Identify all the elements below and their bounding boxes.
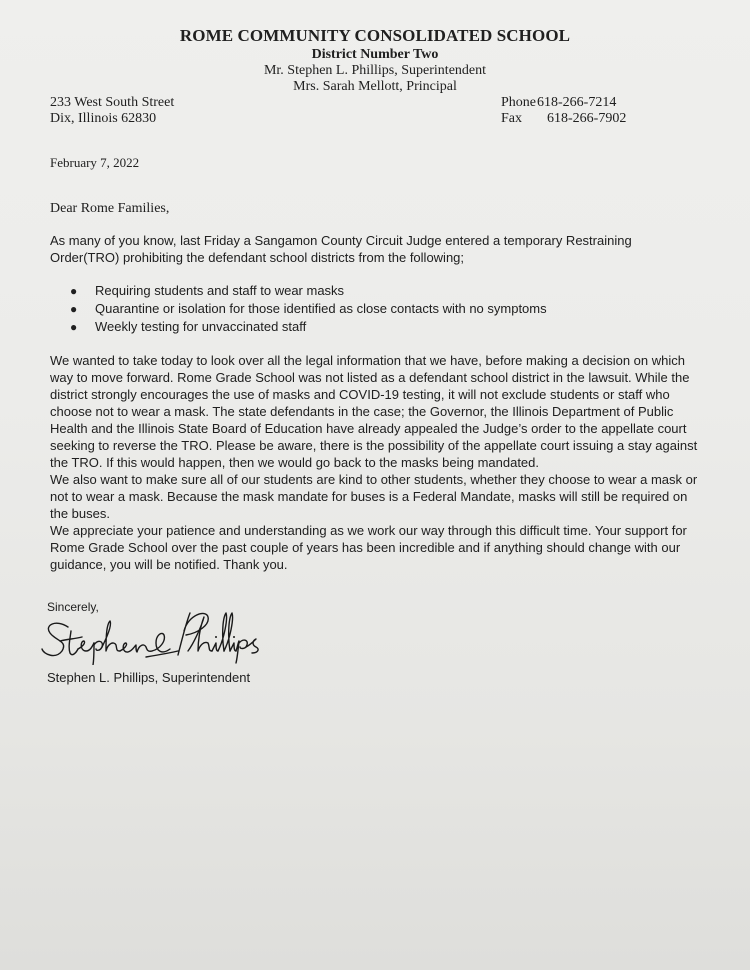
school-name: ROME COMMUNITY CONSOLIDATED SCHOOL <box>179 26 571 45</box>
phone-row <box>501 95 626 111</box>
address-street: 233 West South Street <box>50 95 175 110</box>
bullet-icon: ● <box>70 302 78 316</box>
fax-row <box>501 111 626 127</box>
phone-label: Phone <box>501 95 536 110</box>
signer-name: Stephen L. Phillips, Superintendent <box>47 670 251 685</box>
letterhead <box>0 26 750 95</box>
district-name: District Number Two <box>311 47 439 62</box>
list-item-text: Requiring students and staff to wear masks <box>95 283 345 298</box>
school-contact <box>501 95 626 127</box>
intro-paragraph: As many of you know, last Friday a Sangamon County Circuit Judge entered a temporary Restraining Order(TRO) prohibiting the defendant school districts from the following; <box>50 233 632 265</box>
list-item <box>70 282 547 300</box>
fax-number: 618-266-7902 <box>547 111 627 126</box>
phone-number: 618-266-7214 <box>537 95 617 110</box>
salutation: Dear Rome Families, <box>50 201 170 216</box>
paragraph-decision: We wanted to take today to look over all the legal information that we have, before making a decision on which way to move forward. Rome Grade School was not listed as a defendant school district in the lawsuit. While the district strongly encourages the use of masks and COVID-19 testing, it will not exclude students or staff who choose not to wear a mask. The state defendants in the case; the Governor, the Illinois Department of Public Health and the Illinois State Board of Education have already appealed the Judge’s order to the appellate court seeking to reverse the TRO. Please be aware, there is the possibility of the appellate court issuing a stay against the TRO. If this would happen, then we would go back to the masks being mandated. <box>50 353 698 470</box>
address-city: Dix, Illinois 62830 <box>50 111 157 126</box>
body-paragraphs <box>50 352 700 573</box>
bullet-icon: ● <box>70 284 78 298</box>
list-item <box>70 318 547 336</box>
paragraph-thanks: We appreciate your patience and understanding as we work our way through this difficult time. Your support for Rome Grade School over the past couple of years has been incredible and if anything should change with our guidance, you will be notified. Thank you. <box>50 523 687 572</box>
list-item-text: Weekly testing for unvaccinated staff <box>95 319 307 334</box>
school-address <box>50 95 174 127</box>
handwritten-signature <box>38 595 268 665</box>
restriction-list <box>70 282 547 336</box>
list-item-text: Quarantine or isolation for those identified as close contacts with no symptoms <box>95 301 547 316</box>
closing: Sincerely, <box>47 600 99 614</box>
bullet-icon: ● <box>70 320 78 334</box>
letter-date: February 7, 2022 <box>50 155 140 170</box>
fax-label: Fax <box>501 111 522 126</box>
paragraph-kindness: We also want to make sure all of our students are kind to other students, whether they choose to wear a mask or not to wear a mask. Because the mask mandate for buses is a Federal Mandate, masks will still be required on the buses. <box>50 472 698 521</box>
list-item <box>70 300 547 318</box>
principal-line: Mrs. Sarah Mellott, Principal <box>293 79 457 94</box>
superintendent-line: Mr. Stephen L. Phillips, Superintendent <box>263 63 487 78</box>
